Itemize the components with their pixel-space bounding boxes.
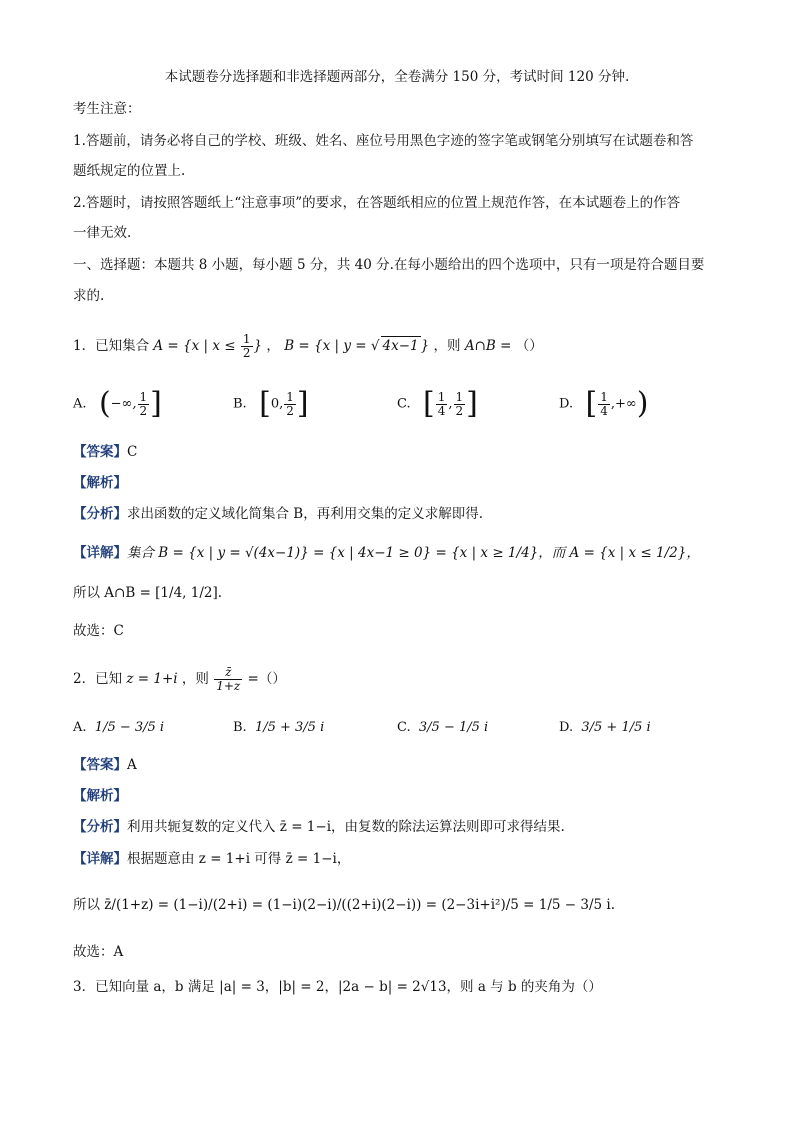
q2-result: 所以 z̄/(1+z) = (1−i)/(2+i) = (1−i)(2−i)/((2+i)(2−i)) = (2−3i+i²)/5 = 1/5 − 3/5 i. [73,897,615,913]
q1-prefix: 1．已知集合 [73,338,150,354]
q1-set-a: A = {x | x ≤ $\frac{1}{2}$ } [153,332,267,360]
q2-answer: 【答案】A [73,757,137,773]
q1-option-d[interactable]: D. [ $\frac{1}{4}$ ,+∞) [559,386,649,421]
notice-item-1-cont: 题纸规定的位置上. [73,163,186,179]
notice-title: 考生注意： [73,101,141,117]
exam-header: 本试题卷分选择题和非选择题两部分，全卷满分 150 分，考试时间 120 分钟. [164,69,630,85]
q1-fenxi: 【分析】求出函数的定义域化简集合 B，再利用交集的定义求解即得. [73,506,484,522]
q2-xiangjie: 【详解】根据题意由 z = 1+i 可得 z̄ = 1−i， [73,851,351,867]
q2-analysis: 【解析】 [73,788,127,804]
notice-item-2: 2.答题时，请按照答题纸上“注意事项”的要求，在答题纸相应的位置上规范作答，在本试题卷上的作答 [73,195,681,211]
section-title: 一、选择题：本题共 8 小题，每小题 5 分，共 40 分.在每小题给出的四个选项中，只有一项是符合题目要 [73,257,705,273]
notice-item-2-cont: 一律无效. [73,225,132,241]
question-2: 2．已知 z = 1+i ，则 $\frac{z̄}{1+z}$ =（） [73,665,286,693]
q2-option-d[interactable]: D. 3/5 + 1/5 i [559,720,651,735]
section-title-cont: 求的. [73,288,105,304]
notice-item-1: 1.答题前，请务必将自己的学校、班级、姓名、座位号用黑色字迹的签字笔或钢笔分别填写在试题卷和答 [73,133,694,149]
q1-xiangjie: 【详解】集合 B = {x | y = √(4x−1)} = {x | 4x−1 ≥ 0} = {x | x ≥ 1/4}，而 A = {x | x ≤ 1/2}， [73,545,700,561]
q1-option-b[interactable]: B. [0, $\frac{1}{2}$ ] [233,386,309,421]
q1-option-c[interactable]: C. [ $\frac{1}{4}$ , $\frac{1}{2}$ ] [397,386,478,421]
q2-fenxi: 【分析】利用共轭复数的定义代入 z̄ = 1−i，由复数的除法运算法则即可求得结果. [73,819,565,835]
q2-option-b[interactable]: B. 1/5 + 3/5 i [233,720,325,735]
q1-set-b: B = {x | y = √ 4x−1 } [284,338,434,354]
question-1: 1．已知集合 A = {x | x ≤ $\frac{1}{2}$ } ， B = {x | y = √ 4x−1 } ，则 A∩B = （） [73,332,543,360]
q1-answer: 【答案】C [73,444,138,460]
question-3: 3．已知向量 a，b 满足 |a| = 3，|b| = 2，|2a − b| = 2√13，则 a 与 b 的夹角为（） [73,979,602,995]
q1-option-a[interactable]: A. (−∞, $\frac{1}{2}$ ] [73,386,162,421]
q2-option-c[interactable]: C. 3/5 − 1/5 i [397,720,489,735]
q2-choose: 故选：A [73,944,124,960]
q2-option-a[interactable]: A. 1/5 − 3/5 i [73,720,165,735]
q1-choose: 故选：C [73,623,124,639]
q1-result: 所以 A∩B = [1/4, 1/2]. [73,585,223,601]
q1-analysis: 【解析】 [73,475,127,491]
